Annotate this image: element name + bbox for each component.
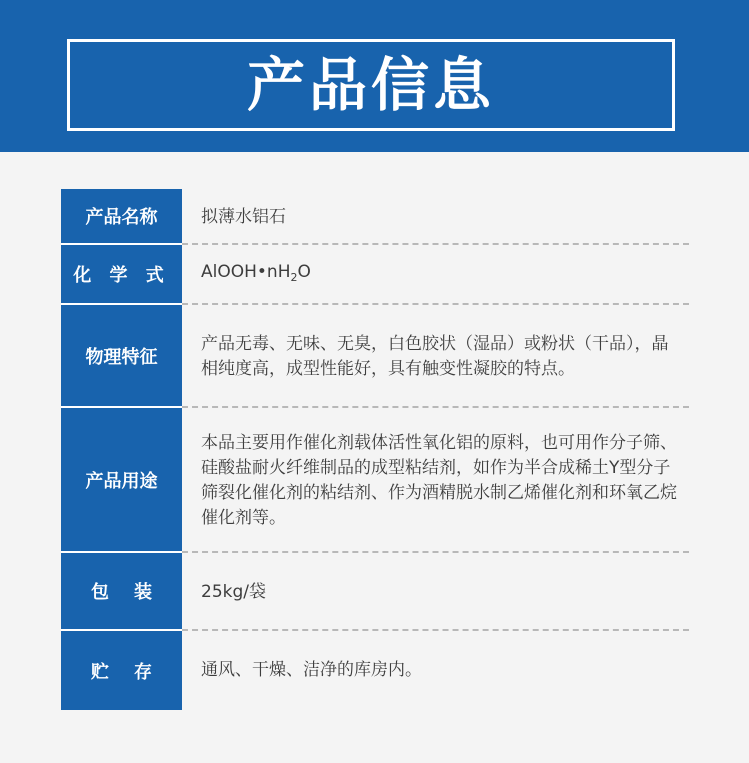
row-label: 物理特征: [61, 305, 182, 408]
row-value-text: 通风、干燥、洁净的库房内。: [201, 660, 422, 680]
table-row-physical: [61, 305, 689, 408]
row-value: [182, 245, 689, 305]
row-value: [182, 631, 689, 710]
row-label: 产品名称: [61, 189, 182, 245]
table-row-packaging: [61, 553, 689, 631]
formula-end: O: [297, 262, 311, 282]
row-label: 化 学 式: [61, 245, 182, 305]
formula-main: AlOOH•nH: [201, 262, 291, 282]
table-row-name: [61, 189, 689, 245]
row-value-text: 产品无毒、无味、无臭，白色胶状（湿品）或粉状（干品），晶相纯度高，成型性能好，具有触变性凝胶的特点。: [201, 333, 669, 379]
row-value-text: 本品主要用作催化剂载体活性氧化铝的原料，也可用作分子筛、硅酸盐耐火纤维制品的成型粘结剂，如作为半合成稀土Y型分子筛裂化催化剂的粘结剂、作为酒精脱水制乙烯催化剂和环氧乙烷催化剂等。: [201, 432, 677, 528]
table-row-storage: [61, 631, 689, 710]
page-title: 产品信息: [246, 51, 495, 119]
row-label: 包 装: [61, 553, 182, 631]
row-value: [182, 189, 689, 245]
header-banner: [0, 0, 749, 152]
row-value: [182, 553, 689, 631]
table-row-usage: [61, 408, 689, 553]
product-info-table: [61, 189, 689, 710]
formula-subscript: 2: [290, 271, 298, 284]
row-value-text: 25kg/袋: [201, 581, 266, 602]
row-label: 产品用途: [61, 408, 182, 553]
row-value: [182, 408, 689, 553]
row-label: 贮 存: [61, 631, 182, 710]
table-row-formula: [61, 245, 689, 305]
title-frame: [67, 39, 675, 131]
row-value-text: 拟薄水铝石: [201, 206, 286, 227]
row-value: [182, 305, 689, 408]
chemical-formula: [201, 260, 311, 290]
